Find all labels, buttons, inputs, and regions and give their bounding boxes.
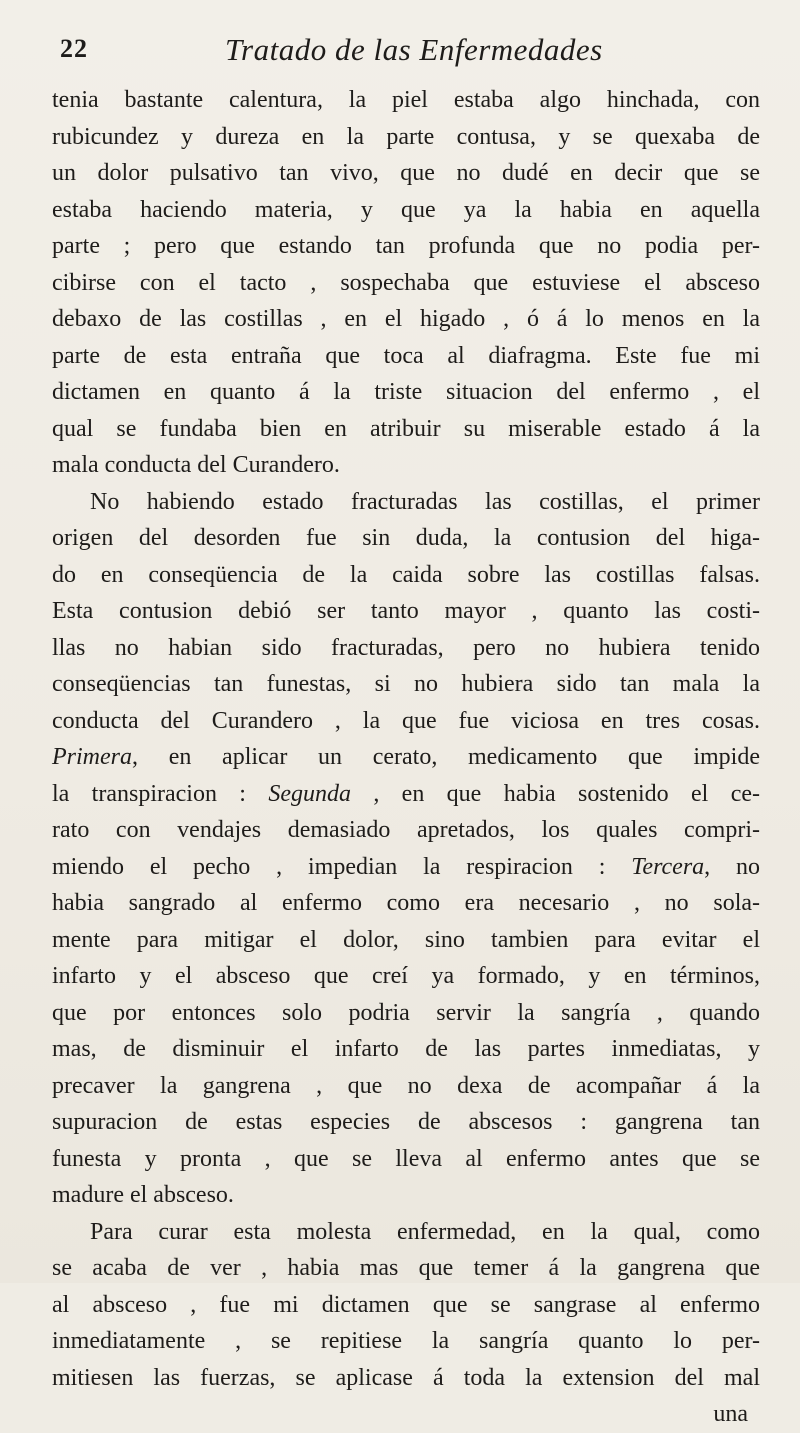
text-line: conseqüencias tan funestas, si no hubiera sido tan mala la [52,671,760,697]
text-line: al absceso , fue mi dictamen que se sangrase al enfermo [52,1291,760,1318]
text-line: llas no habian sido fracturadas, pero no hubiera tenido [52,634,760,661]
text-line: inmediatamente , se repitiese la sangría quanto lo per- [52,1328,760,1354]
text-line: qual se fundaba bien en atribuir su miserable estado á la [52,415,760,442]
text-line: do en conseqüencia de la caida sobre las costillas falsas. [52,561,760,588]
text-line: supuracion de estas especies de abscesos : gangrena tan [52,1109,760,1135]
body-text [52,82,760,1433]
text-line: madure el absceso. [52,1182,234,1208]
text-line: mas, de disminuir el infarto de las partes inmediatas, y [52,1036,760,1062]
text-line: mitiesen las fuerzas, se aplicase á toda la extension del mal [52,1364,760,1391]
catchword: una [713,1401,748,1427]
text-line: parte de esta entraña que toca al diafragma. Este fue mi [52,342,760,369]
text-line: infarto y el absceso que creí ya formado, y en términos, [52,963,760,989]
italic-word: Tercera [631,853,705,880]
text-line: habia sangrado al enfermo como era necesario , no sola- [52,890,760,916]
paragraph-start-line: No habiendo estado fracturadas las costillas, el primer [90,488,760,515]
text-line: miendo el pecho , impedian la respiracion : Tercera, no [52,853,760,880]
page-header [60,34,760,74]
text-line: mente para mitigar el dolor, sino tambien para evitar el [52,926,760,953]
italic-word: Segunda [268,780,351,807]
text-line: conducta del Curandero , la que fue viciosa en tres cosas. [52,707,760,734]
text-line: la transpiracion : Segunda , en que habia sostenido el ce- [52,780,760,807]
text-line: tenia bastante calentura, la piel estaba algo hinchada, con [52,87,760,113]
text-line: un dolor pulsativo tan vivo, que no dudé en decir que se [52,160,760,186]
text-line: estaba haciendo materia, y que ya la habia en aquella [52,196,760,223]
text-line: se acaba de ver , habia mas que temer á la gangrena que [52,1255,760,1281]
text-line: precaver la gangrena , que no dexa de acompañar á la [52,1072,760,1099]
text-line: dictamen en quanto á la triste situacion del enfermo , el [52,379,760,405]
page-number: 22 [60,34,88,63]
text-line: debaxo de las costillas , en el higado , ó á lo menos en la [52,306,760,332]
text-line: Primera, en aplicar un cerato, medicamento que impide [52,744,760,770]
text-line: funesta y pronta , que se lleva al enfermo antes que se [52,1145,760,1172]
text-line: rato con vendajes demasiado apretados, los quales compri- [52,817,760,843]
text-line: cibirse con el tacto , sospechaba que estuviese el absceso [52,269,760,296]
text-line: origen del desorden fue sin duda, la contusion del higa- [52,525,760,551]
text-line: mala conducta del Curandero. [52,452,340,478]
italic-word: Primera [52,744,132,770]
text-line: Esta contusion debió ser tanto mayor , quanto las costi- [52,598,760,624]
running-title: Tratado de las Enfermedades [225,32,603,67]
text-line: que por entonces solo podria servir la sangría , quando [52,999,760,1026]
paragraph-start-line: Para curar esta molesta enfermedad, en la qual, como [90,1218,760,1245]
text-line: parte ; pero que estando tan profunda que no podia per- [52,233,760,259]
text-line: rubicundez y dureza en la parte contusa, y se quexaba de [52,123,760,150]
